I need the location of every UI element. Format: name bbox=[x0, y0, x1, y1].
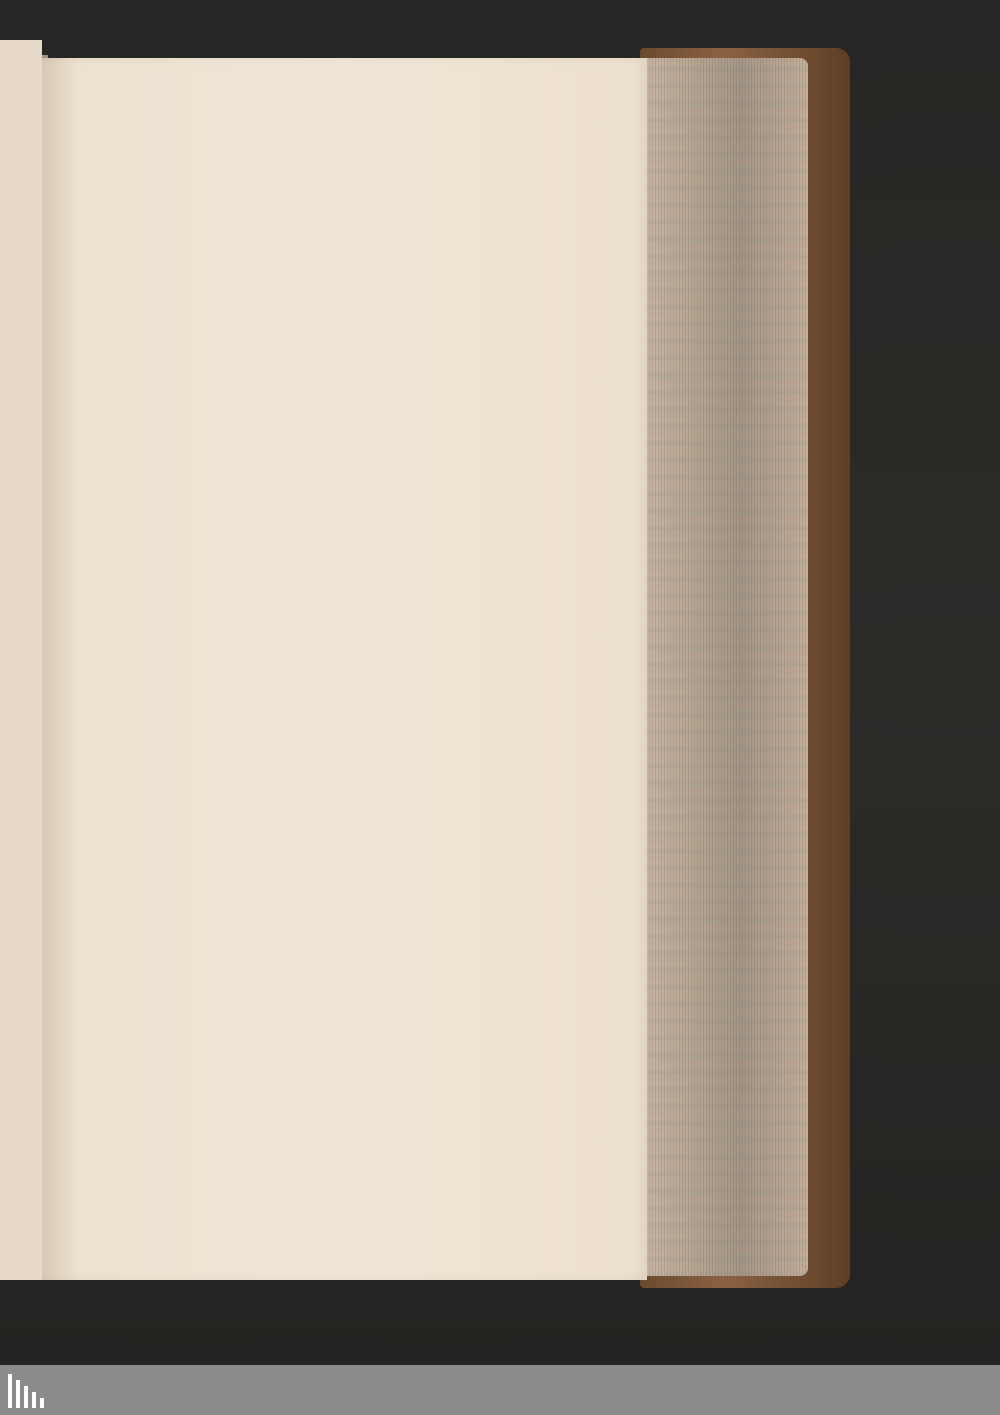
page-edges bbox=[640, 58, 808, 1276]
left-page bbox=[0, 40, 42, 1280]
library-logo-icon bbox=[6, 1370, 46, 1410]
running-head bbox=[155, 116, 575, 146]
section-title bbox=[150, 570, 550, 630]
ornament-row bbox=[60, 524, 565, 560]
section-subheading bbox=[95, 640, 515, 674]
footer-bar bbox=[0, 1365, 1000, 1415]
